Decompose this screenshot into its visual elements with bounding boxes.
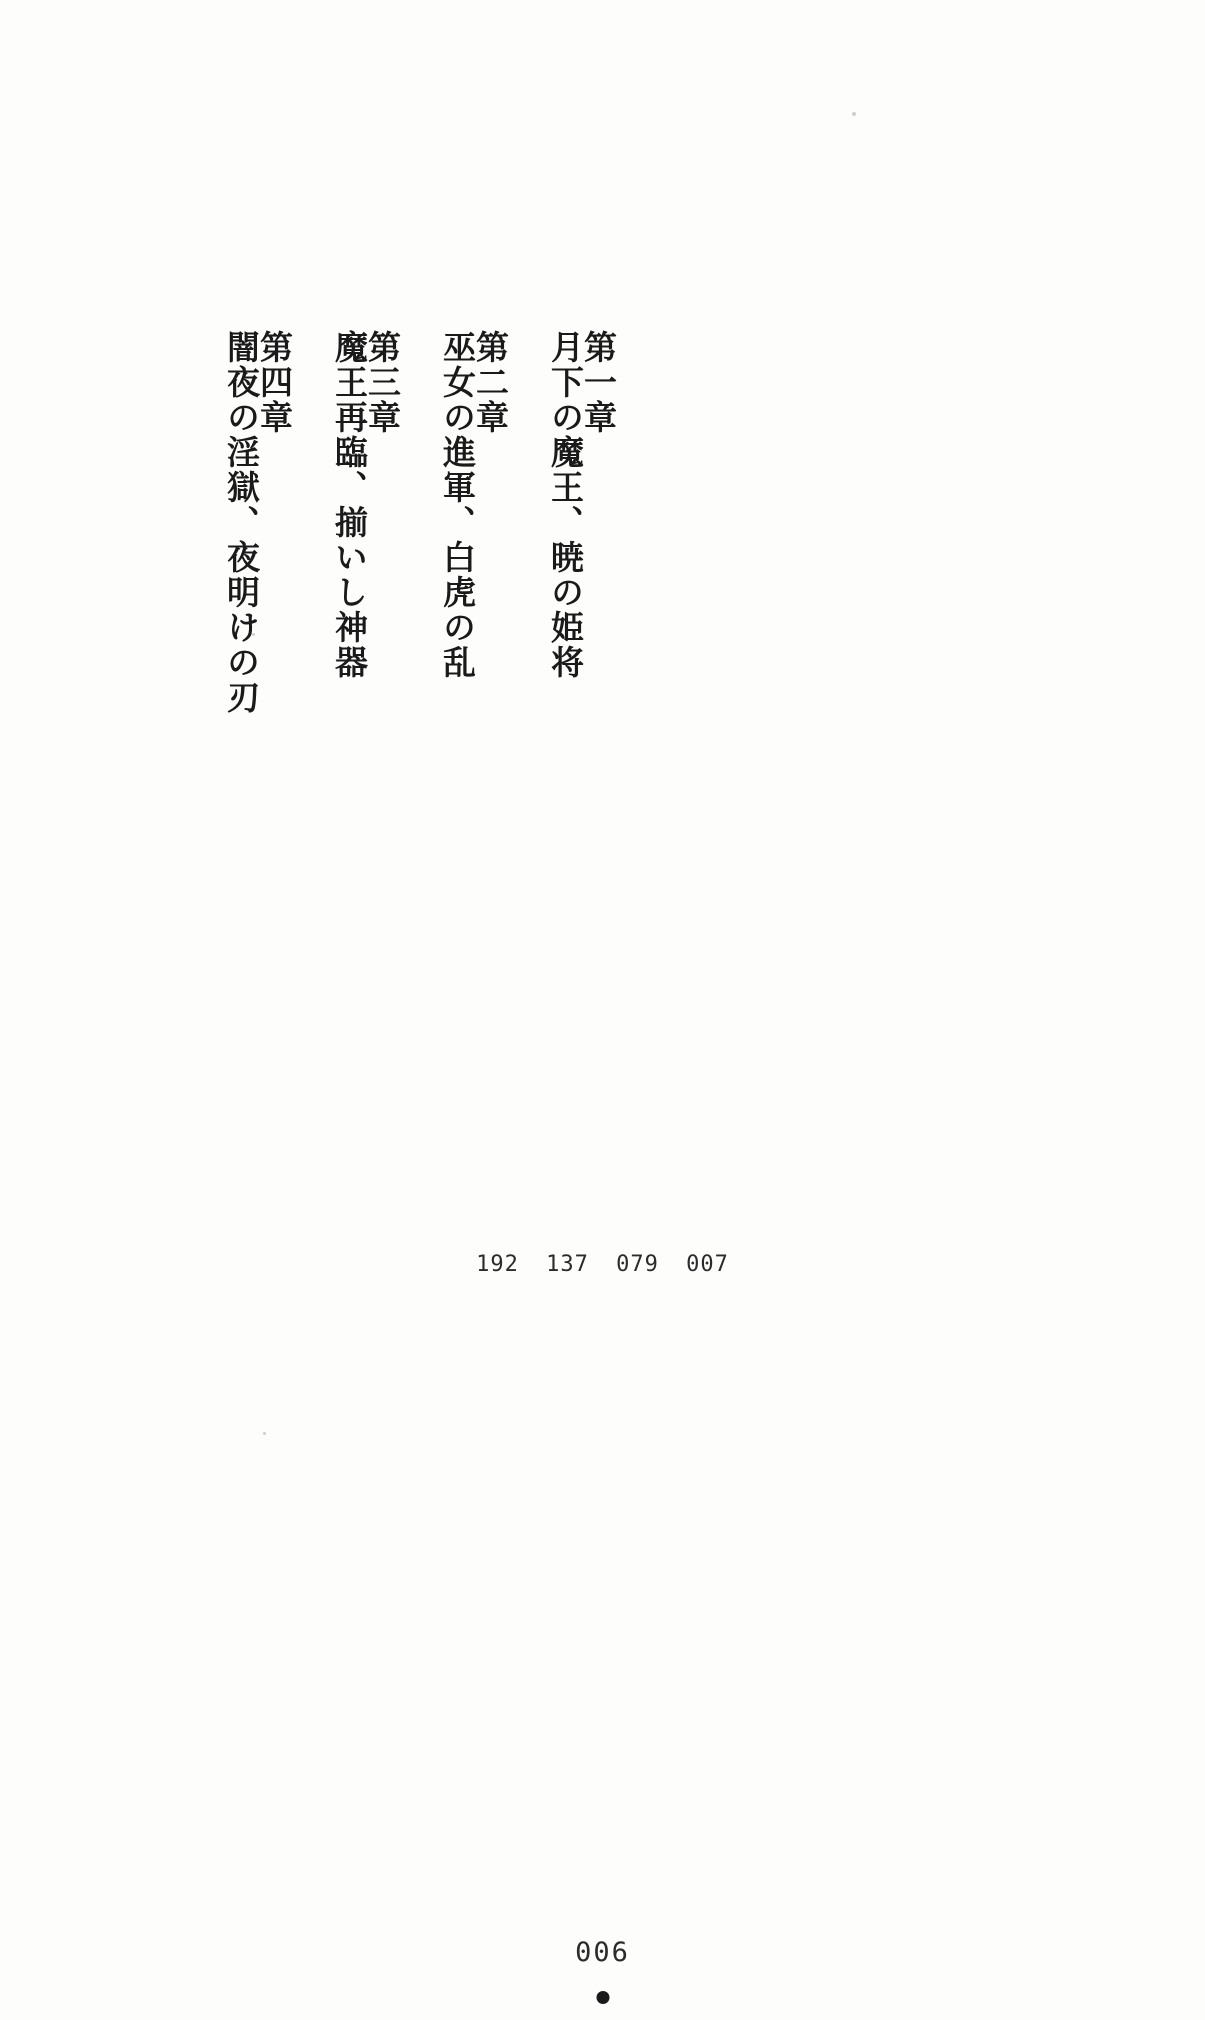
toc-chapter-title: 月下の魔王、暁の姫将 xyxy=(546,330,585,680)
folio-dot-icon xyxy=(596,1991,609,2004)
toc-page-numbers xyxy=(0,1252,1205,1277)
toc-entry-1 xyxy=(546,330,618,800)
toc-page-number: 137 xyxy=(546,1252,589,1277)
toc-page-number: 079 xyxy=(616,1252,659,1277)
paper-speck xyxy=(263,1432,266,1435)
paper-speck xyxy=(852,112,856,116)
toc-chapter-label: 第四章 xyxy=(255,330,294,435)
toc-chapter-title: 巫女の進軍、白虎の乱 xyxy=(438,330,477,680)
toc-entry-2 xyxy=(438,330,510,800)
toc-page-number: 192 xyxy=(476,1252,519,1277)
toc-chapter-label: 第一章 xyxy=(579,330,618,435)
toc-page-number: 007 xyxy=(686,1252,729,1277)
table-of-contents xyxy=(0,330,1205,800)
toc-chapter-title: 闇夜の淫獄、夜明けの刃 xyxy=(222,330,261,715)
toc-entry-3 xyxy=(330,330,402,800)
page-folio-number: 006 xyxy=(575,1937,630,1968)
toc-chapter-title: 魔王再臨、揃いし神器 xyxy=(330,330,369,680)
toc-entry-4 xyxy=(222,330,294,800)
toc-chapter-label: 第三章 xyxy=(363,330,402,435)
toc-chapter-label: 第二章 xyxy=(471,330,510,435)
